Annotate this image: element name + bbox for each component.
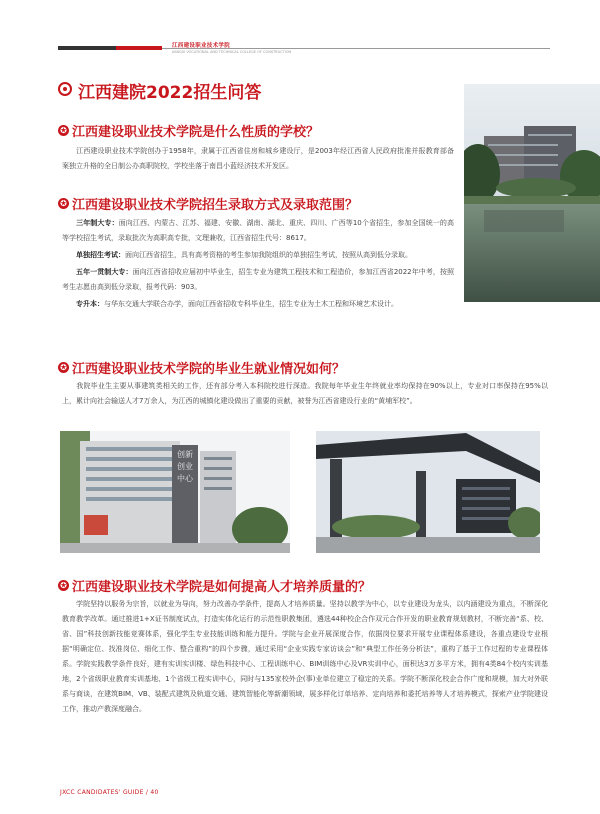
section-body-3 [62,379,548,409]
section-heading-2: 江西建设职业技术学院招生录取方式及录取范围？ [72,198,359,213]
section-paragraph-4: 学院坚持以服务为宗旨，以就业为导向，努力改善办学条件，提高人才培养质量。坚持以教学为中心，以专业建设为龙头，以内涵建设为重点，不断深化教育教学改革。通过推进1+X证书制度试点，打造实体化运行的示范性职教集团，遴选44种校企合作双元合作开发的职业教育规划教材，不断完善“系、校、省、国”科技创新技能竞赛体系，强化学生专业技能训练和能力提升。学院与企业开展深度合作，依据岗位要求开展专业课程体系建设，各重点建设专业根据“明确定位、找准岗位、细化工作、整合重构”的四个步骤，通过采用“企业实践专家访谈会”和“典型工作任务分析法”，重构了基于工作过程的专业课程体系。学院实践教学条件良好，建有实训实训楼、绿色科技中心、工程训练中心、BIM训练中心及VR实训中心，面积达3万多平方米，拥有4类84个校内实训基地，2个省级职业教育实训基地、1个省级工程实训中心，同时与135家校外企(事)业单位建立了稳定的关系。学院不断深化校企合作广度和规模，加大对外联系与商谈，在建筑BIM、VB、装配式建筑及轨道交通、建筑智能化等新潮领域，展多样化订单培养、定向培养和委托培养等人才培养模式，探索产业学院建设工作，推动产教深度融合。 [62,600,548,713]
star-icon: ✪ [58,125,69,136]
section-heading-3: 江西建设职业技术学院的毕业生就业情况如何？ [72,362,346,377]
section-paragraph-3: 我院毕业生主要从事建筑类相关的工作，还有部分考入本科院校进行深造。我院每年毕业生年终就业率均保持在90%以上，专业对口率保持在95%以上，累计向社会输送人才7万余人，为江西的城镇化建设做出了重要的贡献，被誉为江西省建设行业的“黄埔军校”。 [62,382,548,405]
header-bar-red [116,46,162,50]
section-body-4 [62,597,548,717]
innovation-center-photo [60,431,290,553]
list-item: 三年制大专：面向江西、内蒙古、江苏、福建、安徽、湖南、湖北、重庆、四川、广西等10个省招生，参加全国统一的高等学校招生考试，录取批次为高职高专批，文理兼收，江西省招生代号：8617。 [62,219,455,242]
campus-gate-photo [316,431,540,553]
target-icon [58,82,72,96]
campus-lake-photo [464,84,600,302]
list-item: 单独招生考试：面向江西省招生，具有高考资格的考生参加我院组织的单独招生考试，按照从高到低分录取。 [76,251,412,259]
section-body-1 [62,144,454,174]
building-sign: 创新创业中心 [177,450,193,483]
list-item: 专升本：与华东交通大学联合办学，面向江西省招收专科毕业生，招生专业为土木工程和环境艺术设计。 [76,300,398,308]
brand-name: 江西建设职业技术学院 [172,43,231,49]
section-heading-4: 江西建设职业技术学院是如何提高人才培养质量的？ [72,580,372,595]
star-icon: ✪ [58,198,69,209]
section-paragraph-1: 江西建设职业技术学院创办于1958年，隶属于江西省住房和城乡建设厅，是2003年经江西省人民政府批准并报教育部备案独立升格的全日制公办高职院校，学校坐落于南昌小蓝经济技术开发区。 [62,147,454,170]
page-footer: JXCC CANDIDATES' GUIDE / 40 [60,789,159,796]
page-title: 江西建院2022招生问答 [78,83,262,103]
header-bar-dark [58,46,116,50]
section-heading-1: 江西建设职业技术学院是什么性质的学校？ [72,125,320,140]
star-icon: ✪ [58,362,69,373]
section-body-2 [62,216,454,312]
star-icon: ✪ [58,580,69,591]
brand-subtitle: JIANGXI VOCATIONAL AND TECHNICAL COLLEGE OF CONSTRUCTION [172,50,292,54]
list-item: 五年一贯制大专：面向江西省招收应届初中毕业生，招生专业为建筑工程技术和工程造价，参加江西省2022年中考，按照考生志愿由高到低分录取，报考代码：903。 [62,268,454,291]
